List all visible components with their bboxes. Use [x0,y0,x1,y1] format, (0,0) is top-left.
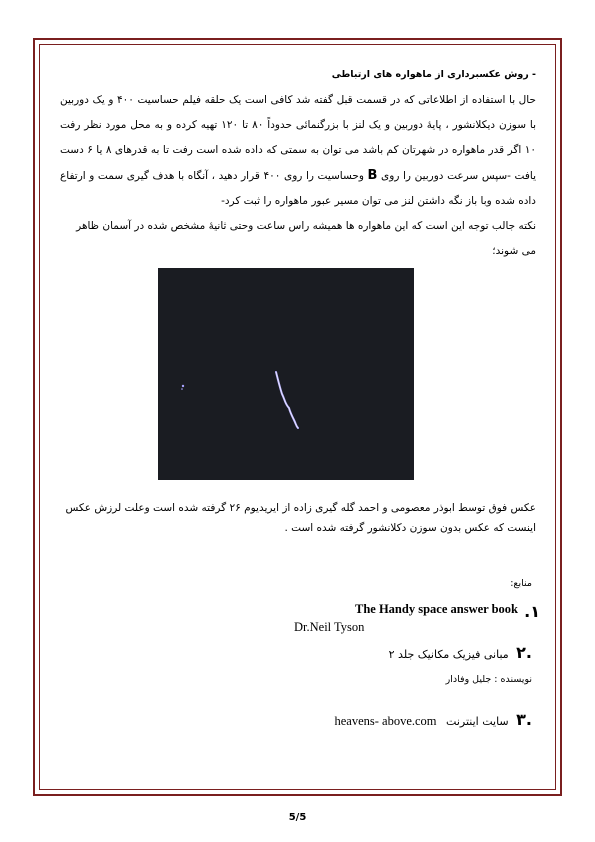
reference-item-2 [389,643,532,662]
reference-title: سایت اینترنت [446,715,509,728]
satellite-flare-photo [158,268,414,480]
references-title: منابع: [510,578,532,589]
paragraph-note: نکته جالب توجه این است که این ماهواره ها همیشه راس ساعت وحتی ثانیهٔ مشخص شده در آسمان ظاهر می شوند؛ [76,220,536,257]
paragraph-intro-text: حال با استفاده از اطلاعاتی که در قسمت قبل گفته شد کافی است یک حلقه فیلم حساسیت ۴۰۰ و یک دوربین با سوزن دیکلانشور ، پایهٔ دوربین و یک لنز با بزرگنمائی حدوداً ۸۰ تا ۱۲۰ تهیه کرده و به محل مورد نظر رفت ۱۰ اگر قدر ماهواره در شهرتان کم باشد می توان به سمتی که داده شده است رفت تا به قدرهای ۸ یا ۶ دست یافت -سپس سرعت دوربین را روی [60,94,537,182]
document-body [60,68,540,788]
satellite-trail-image [158,268,414,480]
reference-url[interactable]: heavens- above.com [334,714,437,728]
reference-number: .۲ [516,643,532,662]
reference-number: .۳ [516,710,532,729]
paragraph-intro-end: وحساسیت را روی ۴۰۰ قرار دهید ، آنگاه با هدف گیری سمت و ارتفاع داده شده وبا باز نگه داشتن لنز می توان مسیر عبور ماهواره را ثبت کرد- [60,170,536,207]
reference-item-3 [334,710,532,729]
reference-author: Dr.Neil Tyson [294,620,365,634]
b-letter: B [367,168,378,183]
page-number: 5/5 [288,812,307,823]
paragraph-intro [60,88,536,214]
reference-title: مبانی فیزیک مکانیک جلد ۲ [388,648,509,661]
section-heading: - روش عکسبرداری از ماهواره های ارتباطی [331,69,536,80]
reference-title: The Handy space answer book [355,602,518,616]
reference-author: نویسنده : جلیل وفادار [445,674,532,685]
photo-caption: عکس فوق توسط ابوذر معصومی و احمد گله گیری زاده از ایریدیوم ۲۶ گرفته شده است وعلت لرزش عکس اینست که عکس بدون سوزن دکلانشور گرفته شده است . [65,502,536,534]
reference-number: .۱ [524,602,540,621]
